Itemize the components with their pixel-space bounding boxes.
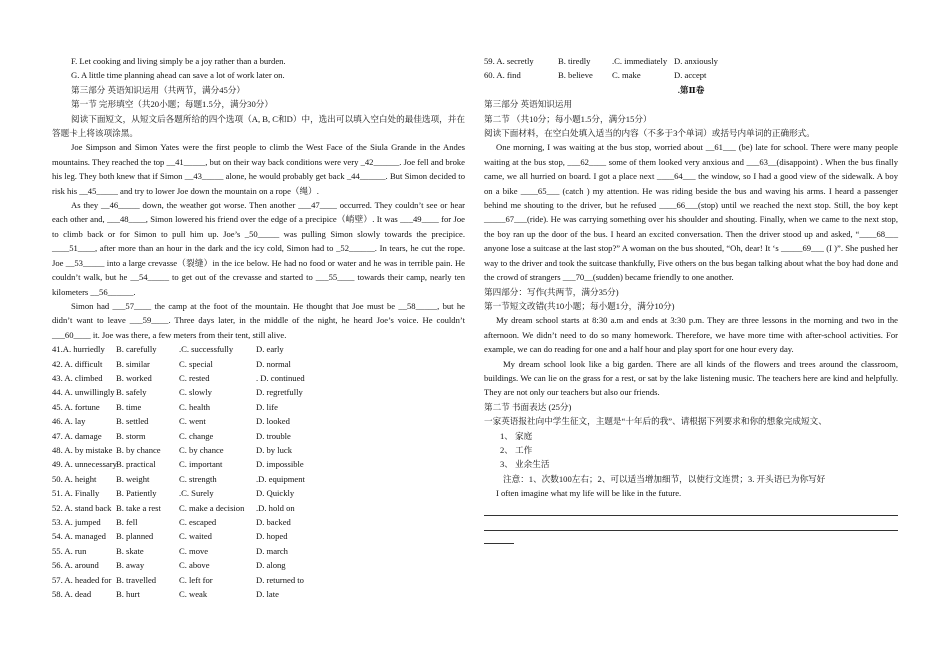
option-row-51: 51. A. Finally B. Patiently .C. Surely D. Quickly [52,488,295,499]
writing-prompt: 一家英语报社向中学生征文，主题是“十年后的我”、请根据下列要求和你的想象完成短文、 [484,416,827,427]
option-row-41: 41.A. hurriedly B. carefully .C. successfully D. early [52,344,284,355]
writing-item-work: 2、 工作 [500,444,533,455]
grammar-fill-heading: 第二节 （共10分；每小题1.5分，满分15分） [484,113,652,124]
left-column [52,54,465,601]
grammar-fill-passage: One morning, I was waiting at the bus stop, worried about __61___ (be) late for school. There were many people waiting at the bus stop, ___62____ some of them looked very anxious and ___63__(disappoint) . When the bus finally came, we all hurried on board. I got a place next ____64___ the window, so I had a good view of the sidewalk. A boy on a bike ____65___ (catch ) my attention. He was riding beside the bus and waving his arms. I heard a passenger behind me shouting to the driver, but he refused ____66___(stop) until we reached the next stop. Still, the boy kept _____67___(ride). He was carrying something over his shoulder and shouting. Finally, when we came to the next stop, the boy ran up the door of the bus. I heard an excited conversation. Then the driver stood up and asked, “____68___ anyone lose a suitcase at the last stop?” A woman on the bus shouted, “Oh, dear! It ‘s _____69___ (I )”. She pushed her way to the driver and took the suitcase thankfully, Five others on the bus began talking about what the boy had done and the crowd of strangers ___70__(sudden) became friendly to one another. [484,142,898,283]
option-row-50: 50. A. height B. weight C. strength .D. equipment [52,473,305,484]
writing-item-leisure: 3、 业余生活 [500,459,550,470]
volume-2-title: .第Ⅱ卷 [677,84,705,95]
option-row-53: 53. A. jumped B. fell C. escaped D. backed [52,517,291,527]
answer-line-2[interactable] [484,516,898,531]
part3-heading: 第三部分 英语知识运用（共两节，满分45分） [71,84,246,95]
cloze-section-heading: 第一节 完形填空（共20小题；每题1.5分，满分30分） [71,99,273,110]
error-correction-paragraph-2: My dream school look like a big garden. There are all kinds of the flowers and trees around the classroom, buildings. We can lie on the grass for a rest, or sat by the lake listening music. The teachers here are kind and helpfully. They are not only our teachers but also our friends. [484,358,898,398]
option-row-57: 57. A. headed for B. travelled C. left for D. returned to [52,574,304,585]
option-row-46: 46. A. lay B. settled C. went D. looked [52,416,290,427]
grammar-fill-instruction: 阅读下面材料，在空白处填入适当的内容（不多于3个单词）或括号内单词的正确形式。 [484,128,815,139]
writing-opening-line: I often imagine what my life will be like in the future. [496,488,682,499]
option-row-52: 52. A. stand back B. take a rest C. make a decision .D. hold on [52,502,295,513]
answer-line-1[interactable] [484,501,898,516]
option-row-45: 45. A. fortune B. time C. health D. life [52,401,278,412]
cloze-passage-paragraph-3: Simon had ___57____ the camp at the foot of the mountain. He thought that Joe must be __58_____, but he didn’t want to leave ___59____. Three days later, in the middle of the night, he heard Joe’s voice. He couldn’t ___60____ it. Joe was there, a few meters from their tent, still alive. [52,300,465,340]
option-row-47: 47. A. damage B. storm C. change D. trouble [52,430,291,441]
option-f-line: F. Let cooking and living simply be a joy rather than a burden. [71,56,286,66]
option-row-56: 56. A. around B. away C. above D. along [52,560,286,571]
part4-heading: 第四部分：写作(共两节，满分35分) [484,286,619,297]
cloze-instruction: 阅读下面短文，从短文后各题所给的四个选项（A, B, C和D）中，选出可以填入空白处的最佳选项，并在答题卡上将该项涂黑。 [52,113,465,139]
cloze-options-list [52,342,465,601]
option-row-49: 49. A. unnecessary B. practical C. important D. impossible [52,459,304,470]
part3-heading-right: 第三部分 英语知识运用 [484,99,573,110]
option-row-60: 60. A. find B. believe C. make D. accept [484,70,707,81]
writing-item-family: 1、 家庭 [500,430,533,441]
cloze-passage-paragraph-2: As they __46_____ down, the weather got worse. Then another ___47____ occurred. They couldn’t see or hear each other and, ___48____, Simon lowered his friend over the edge of a precipice（峭壁）. It was ___49____ for Joe to climb back or for Simon to pull him up. Joe’s _50_____ was pulling Simon slowly towards the precipice. ____51____, after more than an hour in the dark and the icy cold, Simon had to _52______. In tears, he cut the rope. Joe __53_____ into a large crevasse（裂缝）in the ice below. He had no food or water and he was in terrible pain. He couldn’t walk, but he __54_____ to get out of the crevasse and started to ___55____ towards their camp, nearly ten kilometers __56______. [52,200,465,297]
option-row-58: 58. A. dead B. hurt C. weak D. late [52,589,279,600]
option-row-42: 42. A. difficult B. similar C. special D. normal [52,358,291,369]
option-row-43: 43. A. climbed B. worked C. rested . D. continued [52,372,305,383]
option-g-line: G. A little time planning ahead can save a lot of work later on. [71,70,285,81]
cloze-passage-paragraph-1: Joe Simpson and Simon Yates were the first people to climb the West Face of the Siula Grande in the Andes mountains. They reached the top __41_____, but on their way back conditions were very _42______. Joe fell and broke his leg. They both knew that if Simon __43_____ alone, he would probably get back _44______. But Simon decided to risk his __45_____ and try to lower Joe down the mountain on a rope（绳）. [52,142,465,196]
writing-notes: 注意：1、次数100左右；2、可以适当增加细节，以使行文连贯；3. 开头语已为你写好 [503,473,826,484]
answer-line-3[interactable] [484,531,514,544]
option-row-48: 48. A. by mistake B. by chance C. by chance D. by luck [52,444,293,455]
writing-section-heading: 第二节 书面表达 (25分) [484,401,572,412]
option-row-59: 59. A. secretly B. tiredly .C. immediately D. anxiously [484,56,718,66]
option-row-55: 55. A. run B. skate C. move D. march [52,545,288,556]
error-correction-heading: 第一节短文改错(共10小题；每小题1分，满分10分) [484,300,675,311]
error-correction-paragraph-1: My dream school starts at 8:30 a.m and ends at 3:30 p.m. They are three lessons in the morning and two in the afternoon. We didn’t need to do so many homework. Therefore, we have more time with after-school activities. For example, we can do reading for one and a half hour and play sport for one hour every day. [484,315,898,355]
right-column [484,54,898,544]
option-row-54: 54. A. managed B. planned C. waited D. hoped [52,531,288,542]
option-row-44: 44. A. unwillingly B. safely C. slowly D. regretfully [52,387,303,398]
